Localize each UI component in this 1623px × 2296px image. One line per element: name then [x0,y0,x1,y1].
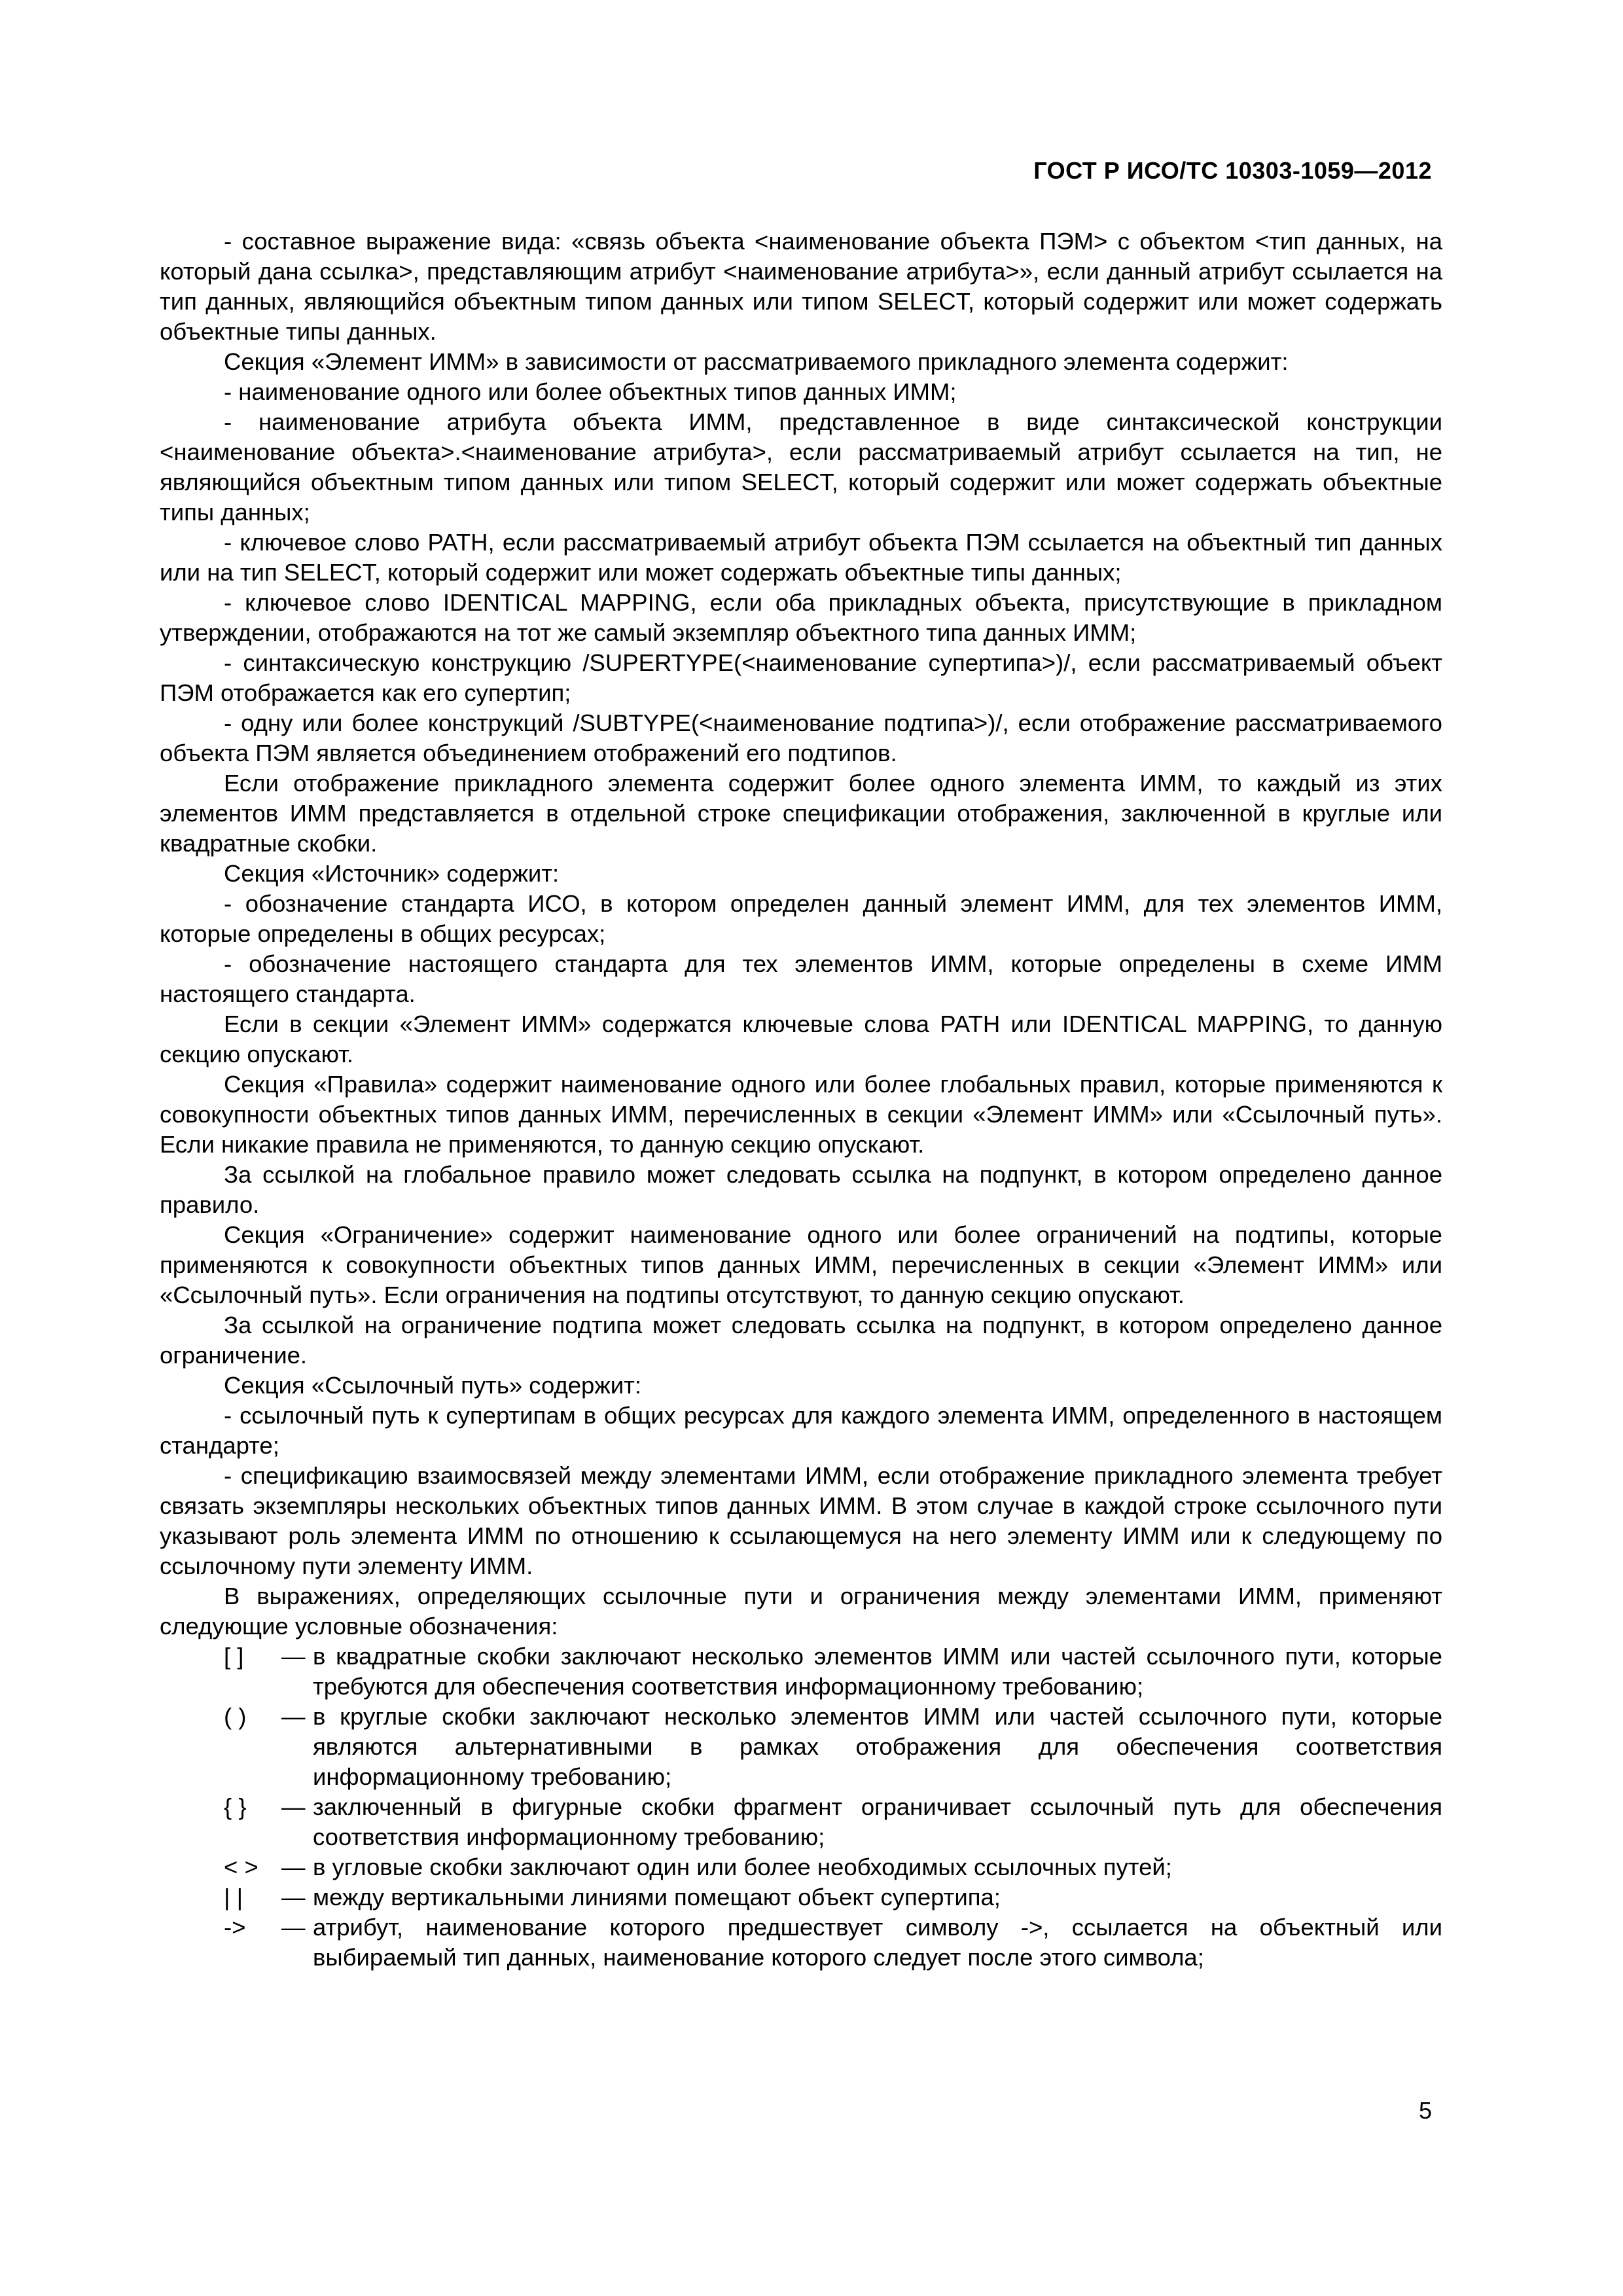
paragraph: - ссылочный путь к супертипам в общих ресурсах для каждого элемента ИММ, определенного в настоящем стандарте; [160,1402,1442,1459]
paragraph: - спецификацию взаимосвязей между элементами ИММ, если отображение прикладного элемента требует связать экземпляры нескольких объектных типов данных ИММ. В этом случае в каждой строке ссылочного пути указывают роль элемента ИММ по отношению к ссылающемуся на него элементу ИММ или к следующему по ссылочному пути элементу ИММ. [160,1462,1442,1579]
paragraph: Секция «Правила» содержит наименование одного или более глобальных правил, которые применяются к совокупности объектных типов данных ИММ, перечисленных в секции «Элемент ИММ» или «Ссылочный путь». Если никакие правила не применяются, то данную секцию опускают. [160,1071,1442,1158]
paragraph: Секция «Источник» содержит: [224,860,560,887]
legend-item [160,1792,1442,1852]
paragraph: - синтаксическую конструкцию /SUPERTYPE(<наименование супертипа>)/, если рассматриваемый объект ПЭМ отображается как его супертип; [160,649,1442,706]
legend-dash: — [281,1854,306,1880]
paragraph: Секция «Ссылочный путь» содержит: [224,1372,642,1399]
legend-item [160,1702,1442,1792]
paragraph: - ключевое слово IDENTICAL MAPPING, если оба прикладных объекта, присутствующие в прикладном утверждении, отображаются на тот же самый экземпляр объектного типа данных ИММ; [160,589,1442,646]
paragraph: - обозначение стандарта ИСО, в котором определен данный элемент ИММ, для тех элементов ИММ, которые определены в общих ресурсах; [160,890,1442,947]
legend-text: атрибут, наименование которого предшествует символу ->, ссылается на объектный или выбираемый тип данных, наименование которого следует после этого символа; [313,1914,1442,1971]
legend-text: в круглые скобки заключают несколько элементов ИММ или частей ссылочного пути, которые являются альтернативными в рамках отображения для обеспечения соответствия информационному требованию; [313,1703,1442,1790]
legend-dash: — [281,1643,306,1670]
body-text [160,226,1442,1973]
legend-symbol: [ ] [224,1643,244,1670]
paragraph: - составное выражение вида: «связь объекта <наименование объекта ПЭМ> с объектом <тип данных, на который дана ссылка>, представляющим атрибут <наименование атрибута>», если данный атрибут ссылается на тип данных, являющийся объектным типом данных или типом SELECT, который содержит или может содержать объектные типы данных. [160,228,1442,345]
legend-text: между вертикальными линиями помещают объект супертипа; [313,1884,1001,1910]
legend-dash: — [281,1703,306,1730]
legend-symbol: { } [224,1793,247,1820]
legend-item [160,1882,1442,1912]
legend-symbol: ( ) [224,1703,247,1730]
notation-legend [160,1641,1442,1973]
legend-item [160,1912,1442,1973]
legend-dash: — [281,1884,306,1910]
paragraph: - обозначение настоящего стандарта для тех элементов ИММ, которые определены в схеме ИММ настоящего стандарта. [160,950,1442,1007]
document-code-header: ГОСТ Р ИСО/ТС 10303-1059—2012 [1033,157,1432,184]
legend-text: в квадратные скобки заключают несколько элементов ИММ или частей ссылочного пути, которые требуются для обеспечения соответствия информационному требованию; [313,1643,1442,1700]
legend-symbol: -> [224,1914,246,1941]
legend-item [160,1852,1442,1882]
legend-symbol: | | [224,1884,243,1910]
legend-dash: — [281,1914,306,1941]
paragraph: Если в секции «Элемент ИММ» содержатся ключевые слова PATH или IDENTICAL MAPPING, то данную секцию опускают. [160,1011,1442,1067]
paragraph: За ссылкой на глобальное правило может следовать ссылка на подпункт, в котором определено данное правило. [160,1161,1442,1218]
legend-text: заключенный в фигурные скобки фрагмент ограничивает ссылочный путь для обеспечения соответствия информационному требованию; [313,1793,1442,1850]
page-number: 5 [1418,2097,1432,2124]
legend-symbol: < > [224,1854,259,1880]
paragraph: В выражениях, определяющих ссылочные пути и ограничения между элементами ИММ, применяют следующие условные обозначения: [160,1583,1442,1640]
paragraph: - одну или более конструкций /SUBTYPE(<наименование подтипа>)/, если отображение рассматриваемого объекта ПЭМ является объединением отображений его подтипов. [160,709,1442,766]
paragraph: Секция «Элемент ИММ» в зависимости от рассматриваемого прикладного элемента содержит: [224,348,1289,375]
legend-text: в угловые скобки заключают один или более необходимых ссылочных путей; [313,1854,1172,1880]
legend-item [160,1641,1442,1702]
paragraph: - ключевое слово PATH, если рассматриваемый атрибут объекта ПЭМ ссылается на объектный тип данных или на тип SELECT, который содержит или может содержать объектные типы данных; [160,529,1442,586]
paragraph: За ссылкой на ограничение подтипа может следовать ссылка на подпункт, в котором определено данное ограничение. [160,1312,1442,1369]
paragraph: Если отображение прикладного элемента содержит более одного элемента ИММ, то каждый из этих элементов ИММ представляется в отдельной строке спецификации отображения, заключенной в круглые или квадратные скобки. [160,770,1442,857]
paragraph: Секция «Ограничение» содержит наименование одного или более ограничений на подтипы, которые применяются к совокупности объектных типов данных ИММ, перечисленных в секции «Элемент ИММ» или «Ссылочный путь». Если ограничения на подтипы отсутствуют, то данную секцию опускают. [160,1221,1442,1308]
paragraph: - наименование атрибута объекта ИММ, представленное в виде синтаксической конструкции <наименование объекта>.<наименование атрибута>, если рассматриваемый атрибут ссылается на тип, не являющийся объектным типом данных или типом SELECT, который содержит или может содержать объектные типы данных; [160,408,1442,526]
paragraph: - наименование одного или более объектных типов данных ИММ; [224,378,957,405]
legend-dash: — [281,1793,306,1820]
